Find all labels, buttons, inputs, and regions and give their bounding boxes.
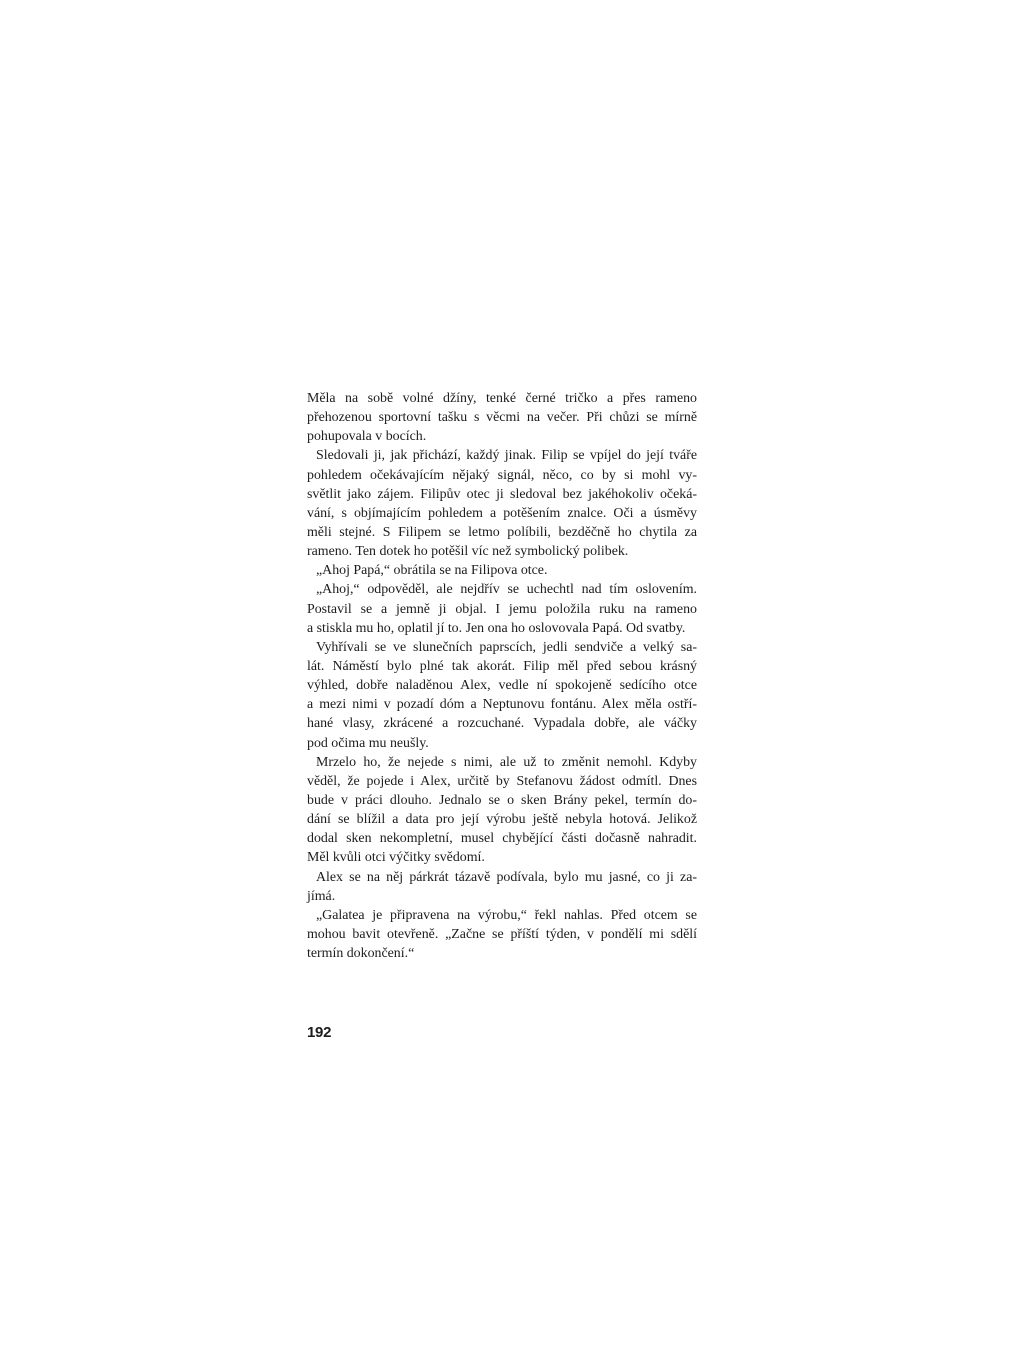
text-line: „Ahoj Papá,“ obrátila se na Filipova otce. bbox=[316, 563, 548, 579]
text-line: „Ahoj,“ odpověděl, ale nejdřív se uchechtl nad tím oslovením. bbox=[316, 582, 697, 598]
text-line: Měl kvůli otci výčitky svědomí. bbox=[307, 850, 485, 866]
text-line: Postavil se a jemně ji objal. I jemu položila ruku na rameno bbox=[307, 601, 697, 617]
text-line: „Galatea je připravena na výrobu,“ řekl nahlas. Před otcem se bbox=[316, 907, 697, 923]
text-line: měli stejné. S Filipem se letmo políbili, bezděčně ho chytila za bbox=[307, 524, 697, 540]
text-line: Mrzelo ho, že nejede s nimi, ale už to změnit nemohl. Kdyby bbox=[316, 754, 697, 770]
text-line: Sledovali ji, jak přichází, každý jinak. Filip se vpíjel do její tváře bbox=[316, 448, 697, 464]
body-text bbox=[307, 389, 697, 963]
text-line: mohou bavit otevřeně. „Začne se příští týden, v pondělí mi sdělí bbox=[307, 926, 697, 942]
text-line: Alex se na něj párkrát tázavě podívala, bylo mu jasné, co ji za- bbox=[316, 869, 697, 885]
text-line: a mezi nimi v pozadí dóm a Neptunovu fontánu. Alex měla ostří- bbox=[307, 697, 697, 713]
text-line: vání, s objímajícím pohledem a potěšením znalce. Oči a úsměvy bbox=[307, 505, 697, 521]
text-line: Měla na sobě volné džíny, tenké černé tričko a přes rameno bbox=[307, 391, 697, 406]
text-line: bude v práci dlouho. Jednalo se o sken Brány pekel, termín do- bbox=[307, 792, 697, 808]
text-line: výhled, dobře naladěnou Alex, vedle ní spokojeně sedícího otce bbox=[307, 678, 697, 694]
text-line: a stiskla mu ho, oplatil jí to. Jen ona ho oslovovala Papá. Od svatby. bbox=[307, 620, 686, 636]
text-line: přehozenou sportovní tašku s věcmi na večer. Při chůzi se mírně bbox=[307, 410, 697, 426]
text-line: pohledem očekávajícím nějaký signál, něco, co by si mohl vy- bbox=[307, 467, 697, 483]
text-line: hané vlasy, zkrácené a rozcuchané. Vypadala dobře, ale váčky bbox=[307, 716, 697, 732]
text-line: Vyhřívali se ve slunečních paprscích, jedli sendviče a velký sa- bbox=[316, 639, 697, 655]
text-line: termín dokončení.“ bbox=[307, 946, 415, 962]
text-line: pod očima mu neušly. bbox=[307, 735, 429, 751]
text-line: jímá. bbox=[307, 888, 336, 904]
text-line: rameno. Ten dotek ho potěšil víc než symbolický polibek. bbox=[307, 544, 629, 560]
text-line: světlit jako zájem. Filipův otec ji sledoval bez jakéhokoliv očeká- bbox=[307, 486, 697, 502]
page-number: 192 bbox=[307, 1024, 332, 1041]
text-line: lát. Náměstí bylo plné tak akorát. Filip měl před sebou krásný bbox=[307, 658, 697, 674]
text-line: pohupovala v bocích. bbox=[307, 429, 427, 445]
text-line: věděl, že pojede i Alex, určitě by Stefanovu žádost odmítl. Dnes bbox=[307, 773, 697, 789]
text-line: dání se blížil a data pro její výrobu ještě nebyla hotová. Jelikož bbox=[307, 812, 697, 828]
text-line: dodal sken nekompletní, musel chybějící části dočasně nahradit. bbox=[307, 831, 697, 847]
